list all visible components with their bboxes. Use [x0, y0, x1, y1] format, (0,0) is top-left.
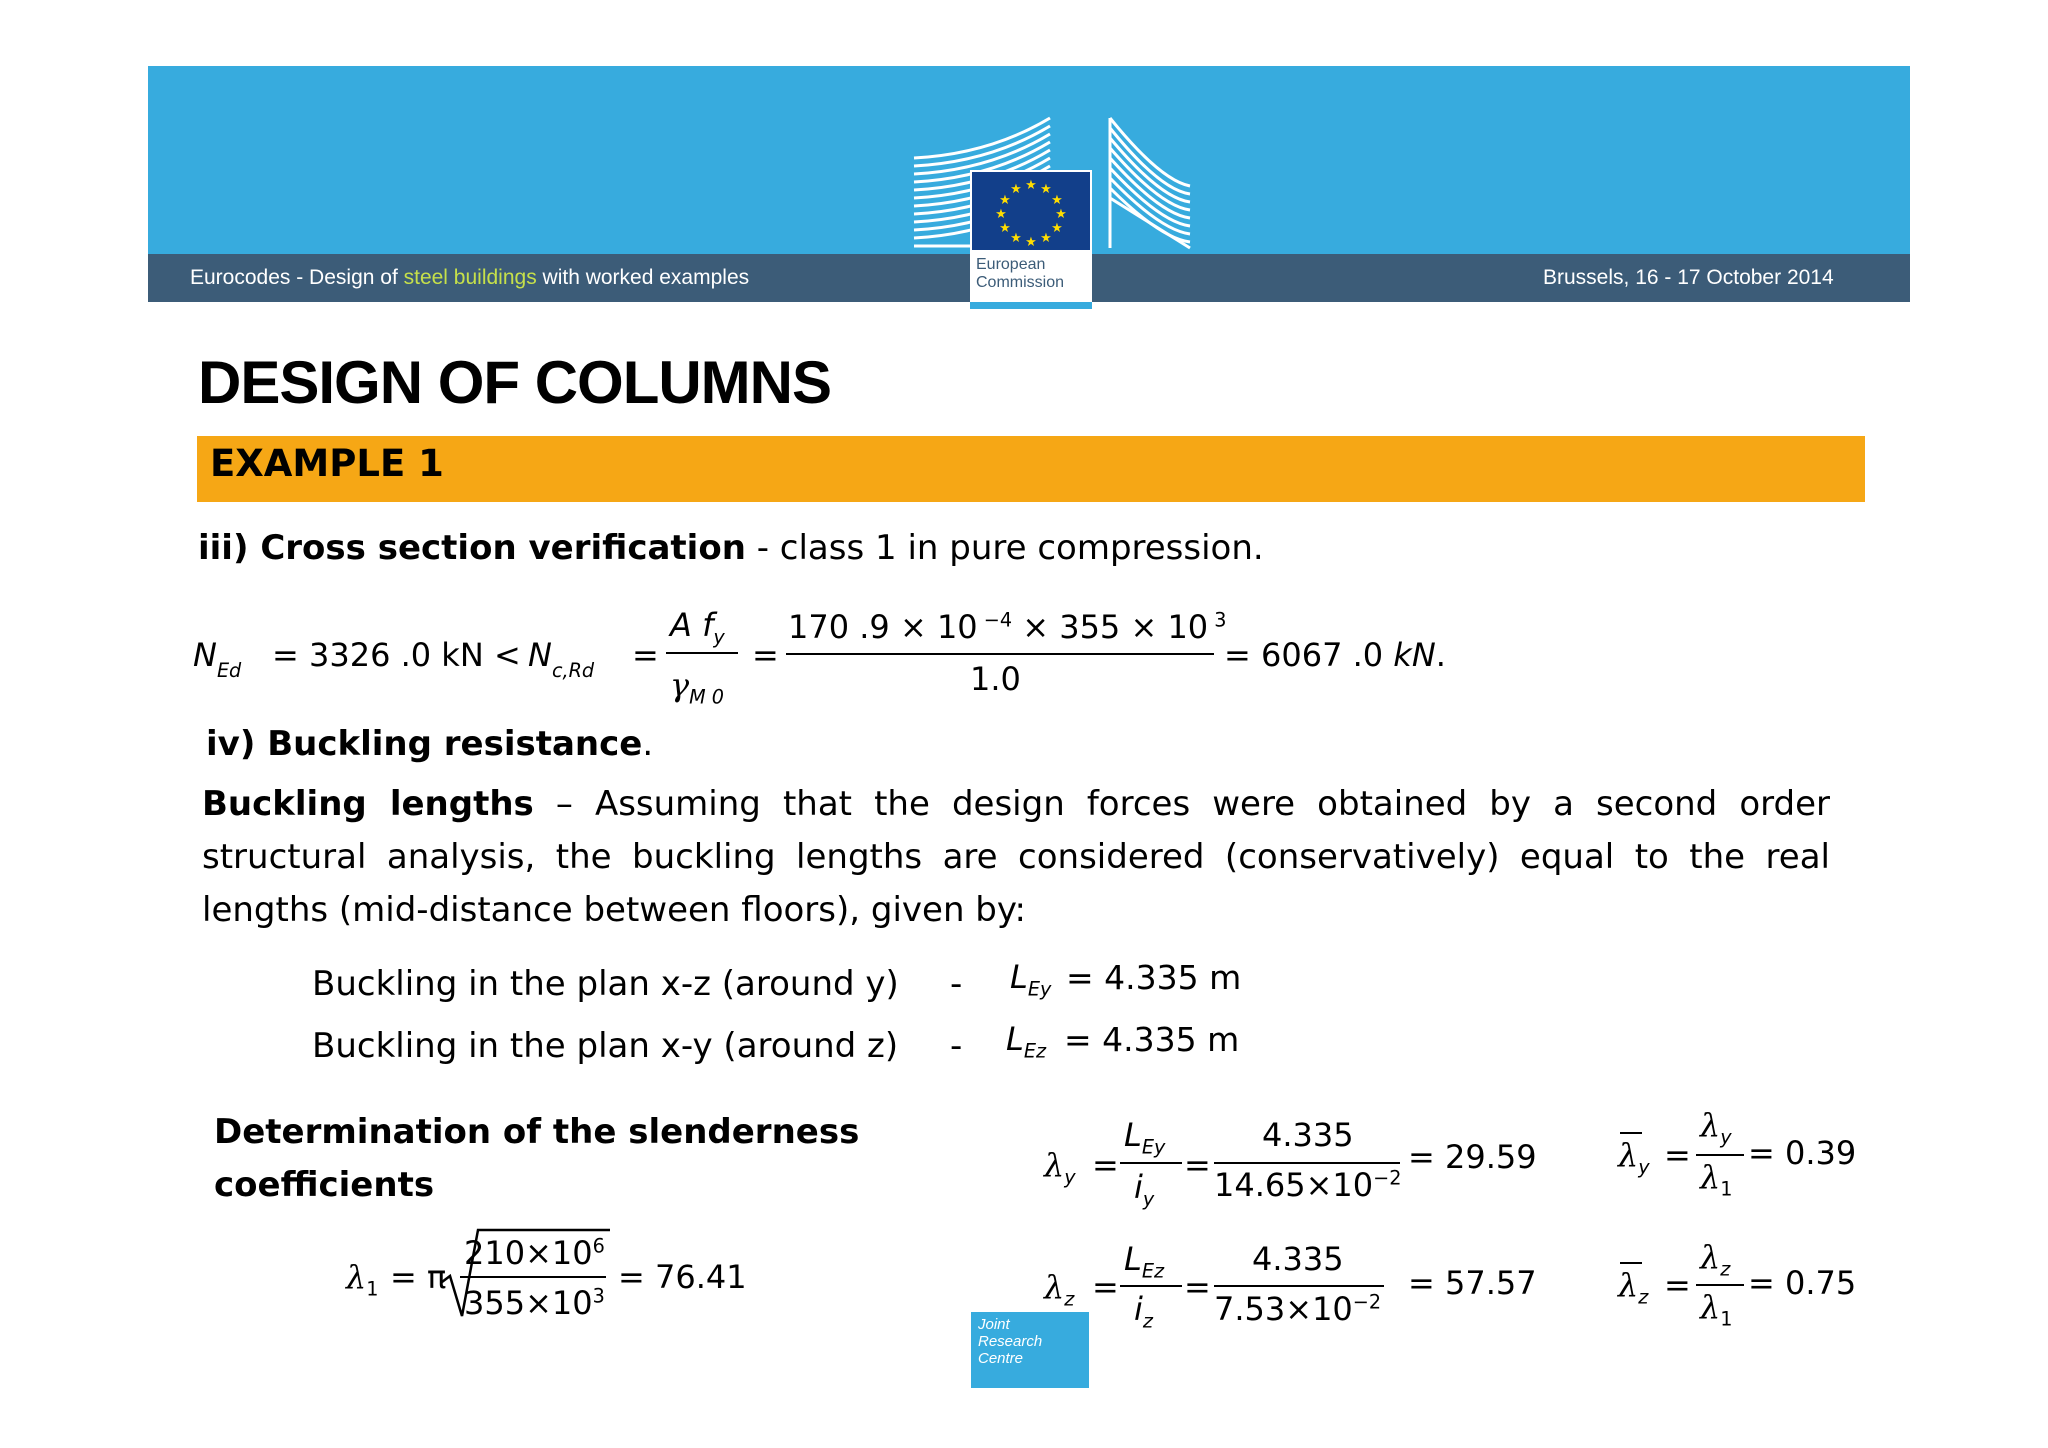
ncrd-result: = 6067 .0 kN. — [1224, 636, 1446, 674]
svg-text:★: ★ — [1051, 193, 1063, 208]
lez-value: = 4.335 m — [1064, 1020, 1240, 1059]
lambda-bar-y-overline — [1620, 1132, 1642, 1134]
svg-text:★: ★ — [1025, 235, 1037, 250]
frac1-denominator: $\gamma_{M 0}$ — [670, 666, 724, 709]
example-banner — [197, 436, 1865, 502]
ncrd-symbol: $N_{c,Rd}$ — [528, 636, 595, 683]
frac2-line — [786, 653, 1214, 655]
lambda-z-symbol: $\lambda_z$ — [1044, 1268, 1075, 1311]
svg-text:★: ★ — [999, 221, 1011, 236]
lambda1-denominator: $355\times 10^3$ — [464, 1284, 605, 1322]
lambda-y-eq2: = — [1184, 1146, 1211, 1184]
frac1-line — [666, 652, 738, 654]
plane-xz-dash: - — [950, 964, 963, 1004]
lez-symbol: $L_{Ez}$ — [1006, 1020, 1047, 1063]
lambda-z-den: $i_z$ — [1134, 1290, 1153, 1333]
lambda-z-eq: = — [1092, 1268, 1119, 1306]
ley-value: = 4.335 m — [1066, 958, 1242, 997]
svg-text:★: ★ — [1055, 207, 1067, 222]
svg-text:★: ★ — [1040, 182, 1052, 197]
slenderness-heading-line2: coefficients — [214, 1165, 435, 1205]
lambda1-result: = 76.41 — [618, 1258, 747, 1296]
lambda-bar-z-symbol: $\lambda_z$ — [1618, 1266, 1649, 1309]
lambda-bar-z-result: = 0.75 — [1748, 1264, 1857, 1302]
eu-flag-icon — [972, 172, 1090, 250]
lambda1-frac-line — [460, 1276, 606, 1278]
svg-text:★: ★ — [1025, 178, 1037, 193]
frac2-numerator: 170 .9 × 10 $^{-4}$ × 355 × 10 $^3$ — [788, 608, 1227, 646]
page-title: DESIGN OF COLUMNS — [198, 349, 832, 416]
eq-sign-2: = — [752, 636, 779, 674]
lambda-y-num2: 4.335 — [1262, 1116, 1354, 1154]
lambda-bar-y-eq: = — [1664, 1136, 1691, 1174]
lambda-bar-z-eq: = — [1664, 1266, 1691, 1304]
section-cross-section: iii) Cross section verification - class 1 in pure compression. — [198, 528, 1264, 568]
lambda-y-frac-line — [1120, 1162, 1182, 1164]
frac1-numerator: A $f_y$ — [670, 606, 725, 649]
conference-title: Eurocodes - Design of steel buildings with worked examples — [190, 266, 750, 289]
lambda-y-symbol: $\lambda_y$ — [1044, 1146, 1076, 1189]
conference-title-highlight: steel buildings — [403, 266, 537, 289]
plane-xy-label: Buckling in the plan x-y (around z) — [312, 1026, 899, 1066]
ned-value: = 3326 .0 kN < — [272, 636, 521, 674]
lambda-z-num2: 4.335 — [1252, 1240, 1344, 1278]
lambda1-symbol: $\lambda_1$ — [346, 1258, 379, 1301]
lambda-z-frac-line2 — [1214, 1285, 1384, 1287]
lambda1-eq-pi: = π — [390, 1258, 447, 1296]
lambda-y-eq: = — [1092, 1146, 1119, 1184]
lambda-bar-y-num: $\lambda_y$ — [1700, 1106, 1732, 1149]
lambda-z-den2: $7.53\times 10^{-2}$ — [1214, 1290, 1382, 1328]
lambda-bar-y-frac-line — [1696, 1154, 1744, 1156]
frac2-denominator: 1.0 — [970, 660, 1021, 698]
lambda-bar-y-result: = 0.39 — [1748, 1134, 1857, 1172]
lambda-bar-z-den: $\lambda_1$ — [1700, 1288, 1733, 1331]
ned-symbol: $N_{Ed}$ — [193, 636, 242, 683]
lambda-y-frac-line2 — [1214, 1162, 1400, 1164]
lambda-z-result: = 57.57 — [1408, 1264, 1537, 1302]
lambda-y-num: $L_{Ey}$ — [1124, 1116, 1166, 1159]
lambda-y-den: $i_y$ — [1134, 1168, 1155, 1211]
lambda1-numerator: $210\times 10^6$ — [464, 1234, 605, 1272]
lambda-bar-z-num: $\lambda_z$ — [1700, 1238, 1731, 1281]
example-label: EXAMPLE 1 — [210, 442, 444, 485]
lambda-bar-y-symbol: $\lambda_y$ — [1618, 1136, 1650, 1179]
lambda-y-result: = 29.59 — [1408, 1138, 1537, 1176]
lambda-z-num: $L_{Ez}$ — [1124, 1240, 1165, 1283]
lambda-bar-z-overline — [1620, 1262, 1642, 1264]
svg-text:★: ★ — [1010, 231, 1022, 246]
svg-text:★: ★ — [1010, 182, 1022, 197]
logo-underline — [970, 302, 1092, 309]
slenderness-heading-line1: Determination of the slenderness — [214, 1112, 860, 1152]
lambda-z-eq2: = — [1184, 1268, 1211, 1306]
svg-text:★: ★ — [999, 193, 1011, 208]
lambda-y-den2: $14.65\times 10^{-2}$ — [1214, 1166, 1402, 1204]
plane-xz-label: Buckling in the plan x-z (around y) — [312, 964, 899, 1004]
plane-xy-dash: - — [950, 1026, 963, 1066]
svg-text:★: ★ — [1040, 231, 1052, 246]
lambda-bar-y-den: $\lambda_1$ — [1700, 1158, 1733, 1201]
section-buckling: iv) Buckling resistance. — [206, 724, 654, 764]
lambda-bar-z-frac-line — [1696, 1284, 1744, 1286]
ley-symbol: $L_{Ey}$ — [1010, 958, 1052, 1001]
buckling-lengths-paragraph: Buckling lengths – Assuming that the design forces were obtained by a second order structural analysis, the buckling lengths are considered (conservatively) equal to the real lengths (mid-distance between floors), given by: — [202, 784, 1830, 930]
lambda-z-frac-line — [1120, 1285, 1182, 1287]
svg-text:★: ★ — [995, 207, 1007, 222]
svg-text:★: ★ — [1051, 221, 1063, 236]
eq-sign: = — [632, 636, 659, 674]
ec-logo-text: European Commission — [976, 256, 1065, 291]
conference-date: Brussels, 16 - 17 October 2014 — [1543, 266, 1834, 289]
jrc-logo-text: Joint Research Centre — [978, 1316, 1043, 1367]
